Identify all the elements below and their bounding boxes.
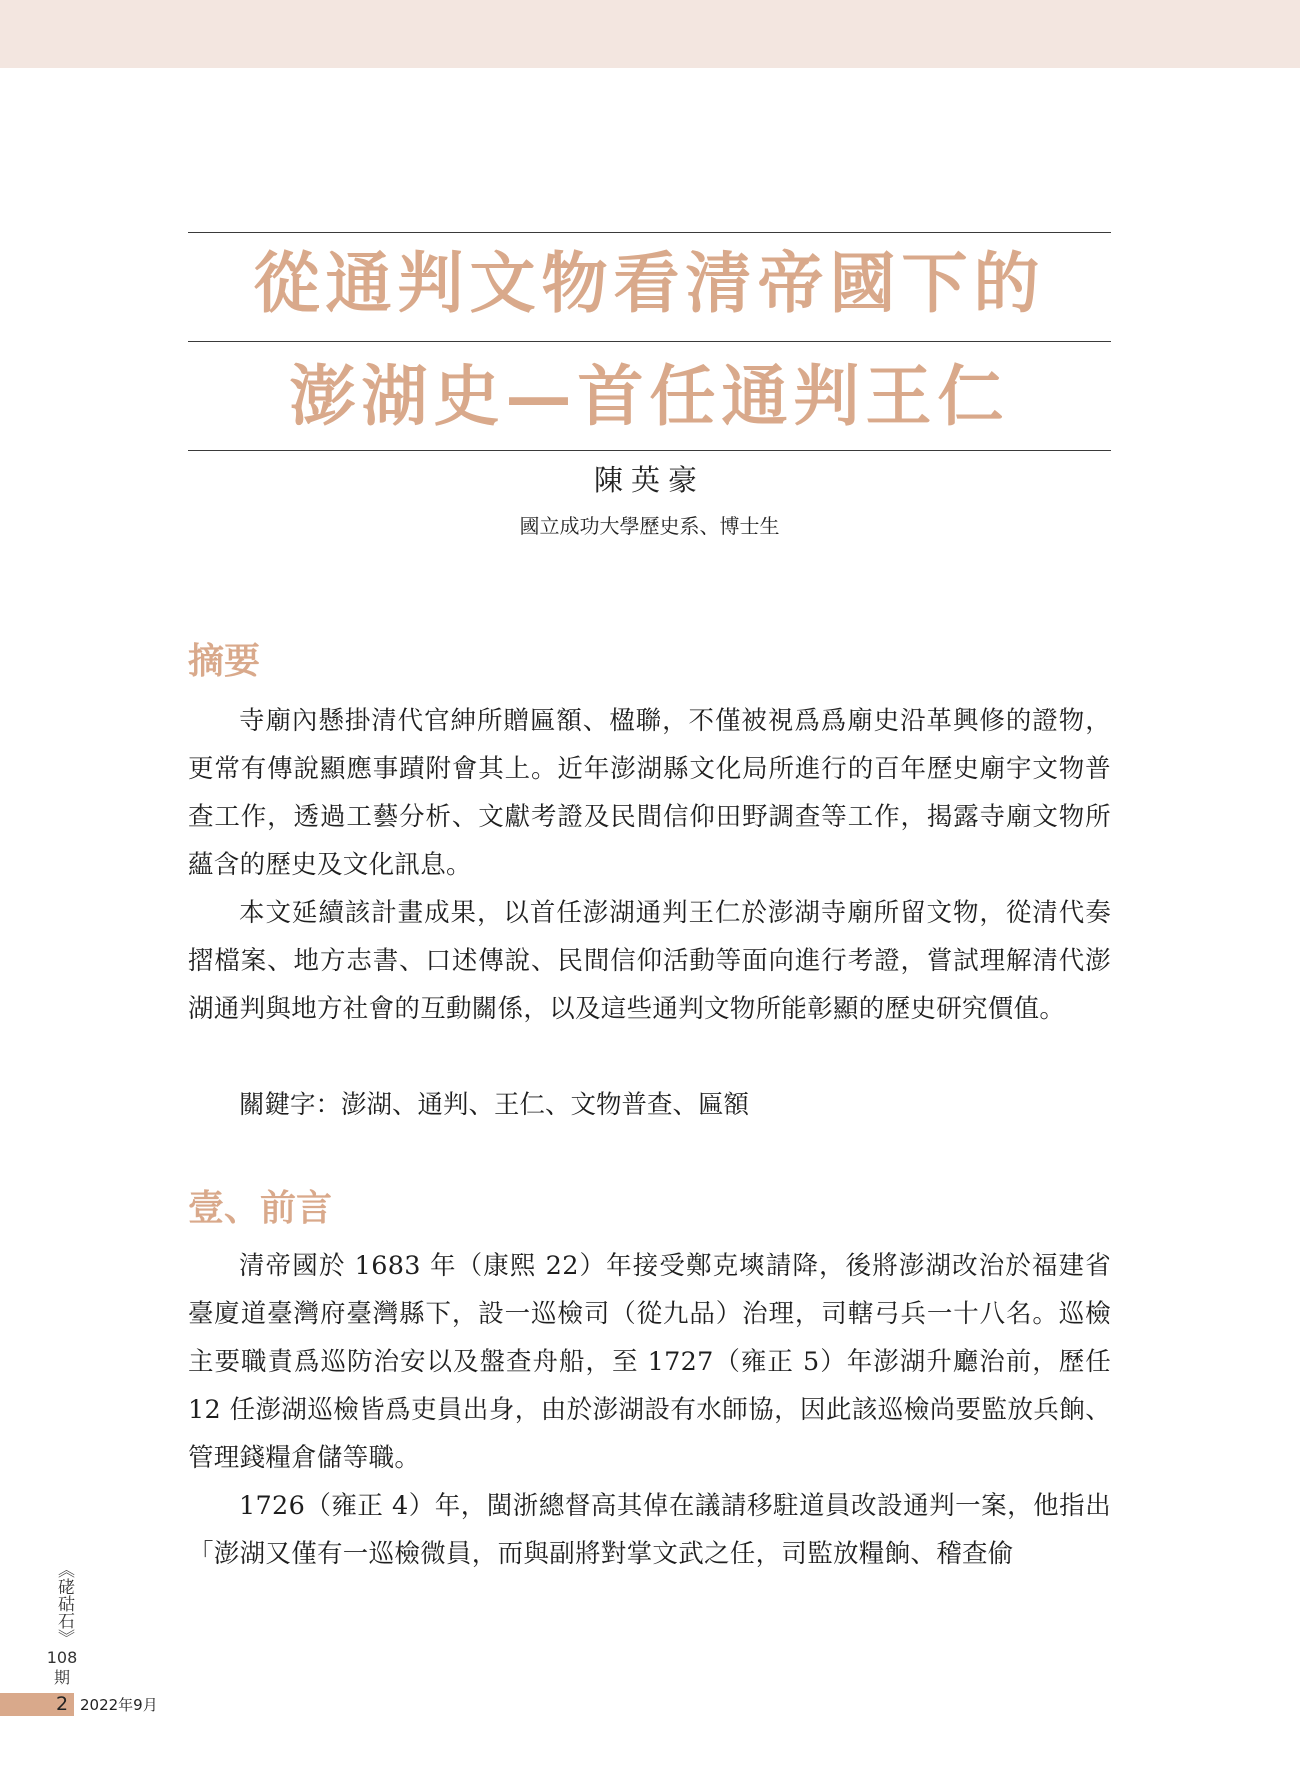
article-title-line-1: 從通判文物看清帝國下的: [253, 244, 1046, 322]
intro-paragraph: 1726（雍正 4）年，閩浙總督高其倬在議請移駐道員改設通判一案，他指出「澎湖又僅有一巡檢微員，而與副將對掌文武之任，司監放糧餉、稽查偷: [188, 1491, 1111, 1569]
top-color-band: [0, 0, 1300, 68]
intro-heading: 壹、前言: [188, 1188, 333, 1229]
journal-name: 《硓𥑮石》: [54, 1561, 74, 1646]
intro-paragraph: 清帝國於 1683 年（康熙 22）年接受鄭克塽請降，後將澎湖改治於福建省臺廈道臺灣府臺灣縣下，設一巡檢司（從九品）治理，司轄弓兵一十八名。巡檢主要職責爲巡防治安以及盤查舟船，至 1727（雍正 5）年澎湖升廳治前，歷任 12 任澎湖巡檢皆爲吏員出身，由於澎湖設有水師協，因此該巡檢尚要監放兵餉、管理錢糧倉儲等職。: [188, 1251, 1111, 1473]
abstract-paragraph: 本文延續該計畫成果，以首任澎湖通判王仁於澎湖寺廟所留文物，從清代奏摺檔案、地方志書、口述傳說、民間信仰活動等面向進行考證，嘗試理解清代澎湖通判與地方社會的互動關係，以及這些通判文物所能彰顯的歷史研究價值。: [188, 898, 1111, 1024]
abstract-heading: 摘要: [188, 641, 261, 682]
issue-number: 108期: [46, 1648, 78, 1687]
title-rule-top: [188, 232, 1111, 233]
author-name: 陳英豪: [593, 463, 705, 497]
article-title-line-2: 澎湖史—首任通判王仁: [289, 357, 1010, 435]
abstract-keywords: 關鍵字：澎湖、通判、王仁、文物普查、匾額: [239, 1090, 750, 1120]
title-rule-middle: [188, 341, 1111, 342]
issue-date: 2022年9月: [80, 1696, 158, 1714]
abstract-paragraph: 寺廟內懸掛清代官紳所贈匾額、楹聯，不僅被視爲爲廟史沿革興修的證物，更常有傳說顯應事蹟附會其上。近年澎湖縣文化局所進行的百年歷史廟宇文物普查工作，透過工藝分析、文獻考證及民間信仰田野調查等工作，揭露寺廟文物所蘊含的歷史及文化訊息。: [188, 706, 1111, 880]
title-rule-bottom: [188, 450, 1111, 451]
author-affiliation: 國立成功大學歷史系、博士生: [519, 514, 780, 538]
page-number: 2: [56, 1693, 69, 1715]
